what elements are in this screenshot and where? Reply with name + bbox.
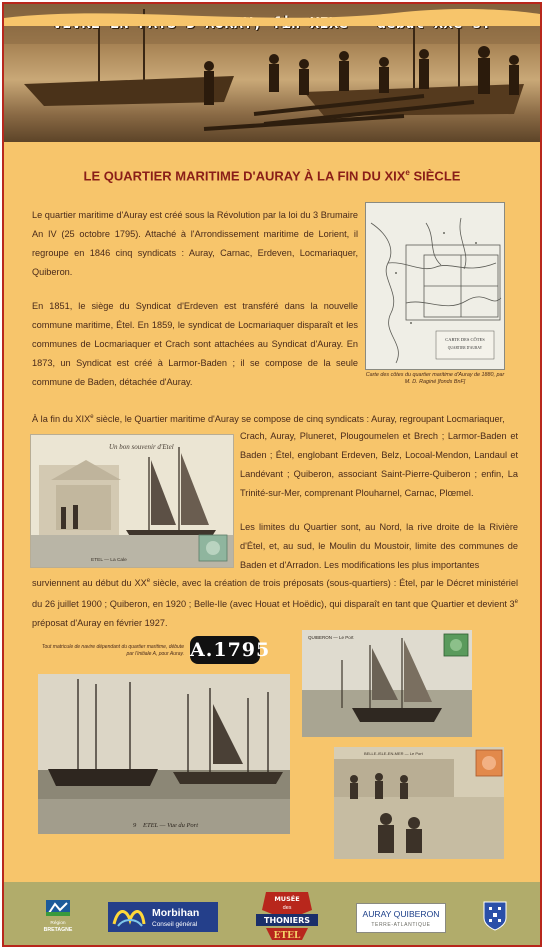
- section-title: LE QUARTIER MARITIME D'AURAY À LA FIN DU XIXe SIÈCLE: [83, 168, 461, 184]
- svg-text:BRETAGNE: BRETAGNE: [43, 927, 73, 933]
- svg-text:ETEL: ETEL: [273, 931, 301, 941]
- auray-quiberon-logo: [356, 903, 446, 933]
- header-banner-photo: [4, 4, 540, 142]
- postcard-quiberon-scene: [302, 630, 472, 737]
- svg-text:des: des: [282, 905, 292, 911]
- svg-text:MUSÉE: MUSÉE: [274, 895, 300, 903]
- postcard-belle-ile-caption: BELLE-ISLE-EN-MER — Le Port: [364, 751, 423, 756]
- svg-text:Conseil général: Conseil général: [152, 921, 198, 928]
- paragraph-end-19th-lead: À la fin du XIXe siècle, le Quartier maritime d'Auray se compose de cinq syndicats : Auray, regroupant Locmariaquer,: [32, 414, 505, 425]
- coast-map: [365, 202, 505, 370]
- registration-caption: Tout matricule de navire dépendant du quartier maritime, débute par l'initiale A, pour Auray.: [41, 644, 184, 657]
- paragraph-end-19th-continued: Crach, Auray, Pluneret, Plougoumelen et Brech ; Larmor-Baden et Baden ; Étel, englobant Erdeven, Belz, Locoal-Mendon, Landaul et Landévant ; Quiberon, associant Saint-Pierre-Quiberon ; enfin, La Trinité-sur-Mer, comprenant Plouharnel, Carnac, Plœmel.: [240, 431, 518, 498]
- morbihan-conseil-general-logo: [108, 902, 218, 932]
- postcard-belle-ile-scene: [334, 747, 504, 859]
- svg-text:THONIERS: THONIERS: [263, 916, 311, 925]
- postcard-etel-scene: [31, 435, 233, 567]
- svg-text:Région: Région: [50, 921, 66, 926]
- postcard-handwriting: Un bon souvenir d'Etel: [109, 443, 174, 451]
- postcard-etel-port: [38, 674, 290, 834]
- postcard-quiberon-caption: QUIBERON — Le Port: [308, 635, 354, 640]
- header-wave-divider: [4, 4, 540, 26]
- postcard-etel-port-scene: [38, 674, 290, 834]
- panel-frame: [2, 2, 542, 947]
- paragraph-limits: Les limites du Quartier sont, au Nord, la rive droite de la Rivière d'Étel, et, au sud, le Moulin du Moustoir, limite des communes de Baden et d'Arradon. Les modifications les plus importantes: [240, 522, 518, 570]
- map-caption: Carte des côtes du quartier maritime d'Auray de 1880, par M. D. Raginé [fonds BnF]: [365, 372, 505, 385]
- footer-logos: [4, 882, 540, 945]
- registration-code-badge: A.1795: [190, 636, 260, 664]
- musee-des-thoniers-logo: [252, 890, 322, 944]
- region-bretagne-logo: [40, 900, 76, 934]
- postcard-quiberon-port: [302, 630, 472, 737]
- postcard-belle-ile: [334, 747, 504, 859]
- paragraph-20th-century: surviennent au début du XXe siècle, avec la création de trois préposats (sous-quartiers) : Étel, par le Décret ministériel du 26 juillet 1900 ; Quiberon, en 1920 ; Belle-Ile (avec Houat et Hoëdic), qui disparaît en tant que Quartier et devient 3e préposat d'Auray en février 1927.: [32, 578, 518, 629]
- paragraph-creation: Le quartier maritime d'Auray est créé sous la Révolution par la loi du 3 Brumaire An IV (25 octobre 1795). Attaché à l'Arrondissement maritime de Lorient, il regroupe en 1846 cinq syndicats : Auray, Carnac, Erdeven, Locmariaquer, Quiberon.: [32, 210, 358, 277]
- postcard-etel-la-cale: [30, 434, 234, 568]
- paragraph-1851: En 1851, le siège du Syndicat d'Erdeven est transféré dans la nouvelle commune maritime, Étel. En 1859, le syndicat de Locmariaquer disparaît et les communes de Locmariaquer et Crach sont attachées au Syndicat d'Auray. En 1873, un Syndicat est créé à Larmor-Baden ; il se compose de la seule commune de Baden, détachée d'Auray.: [32, 301, 358, 387]
- coast-map-drawing: [366, 203, 504, 369]
- coat-of-arms-icon: [482, 900, 508, 932]
- map-cartouche-subtitle: QUARTIER D'AURAY: [447, 346, 483, 350]
- postcard-etel-caption: ETEL — La Cale: [91, 558, 127, 563]
- postcard-etel-port-number: 9: [133, 822, 137, 829]
- svg-text:Morbihan: Morbihan: [152, 907, 200, 919]
- svg-text:AURAY QUIBERON: AURAY QUIBERON: [362, 909, 440, 919]
- map-cartouche-title: CARTE DES CÔTES: [445, 337, 485, 342]
- svg-text:TERRE-ATLANTIQUE: TERRE-ATLANTIQUE: [371, 922, 431, 928]
- postcard-etel-port-caption: ETEL — Vue du Port: [143, 822, 199, 829]
